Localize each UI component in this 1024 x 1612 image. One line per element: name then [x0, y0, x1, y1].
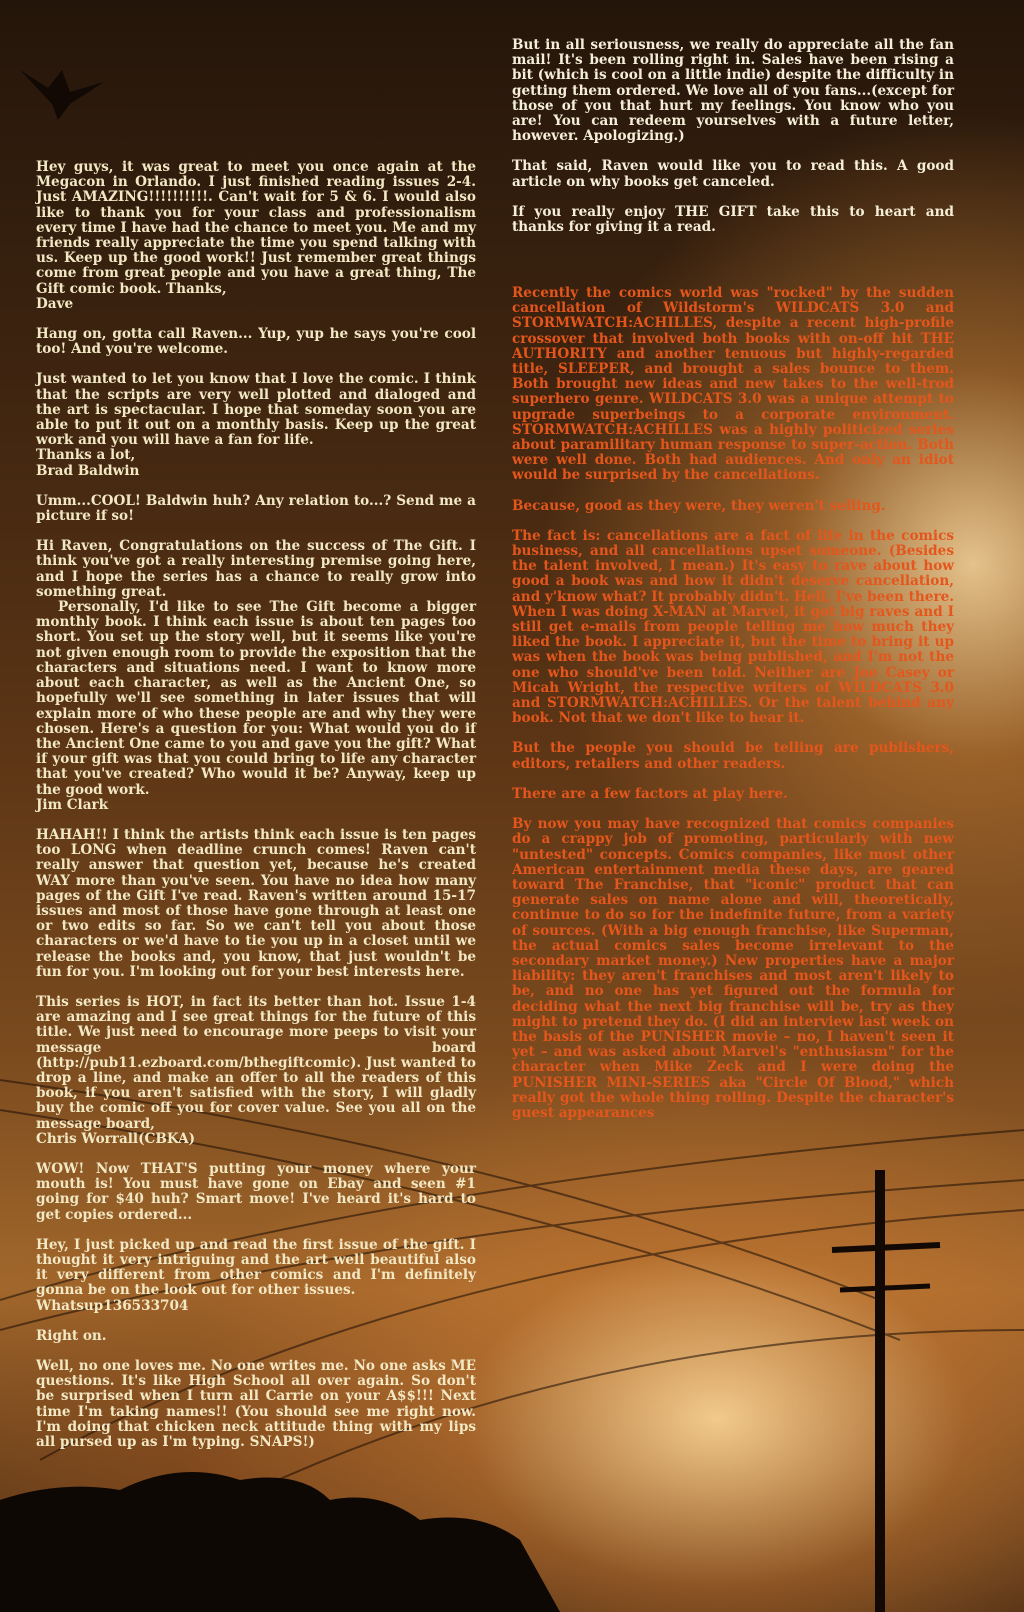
letters-column-left [36, 160, 476, 1465]
editor-note: That said, Raven would like you to read this. A good article on why books get canceled. [512, 158, 954, 190]
reply-text: WOW! Now THAT'S putting your money where your mouth is! You must have gone on Ebay and seen #1 going for $40 huh? Smart move! I've heard it's hard to get copies ordered... [36, 1160, 476, 1223]
signature: Chris Worrall(CBKA) [36, 1130, 196, 1147]
utility-pole [832, 1170, 940, 1612]
letter-text: This series is HOT, in fact its better than hot. Issue 1-4 are amazing and I see great things for the future of this title. We just need to encourage more peeps to visit your message board (http://pub11.ezboard.com/bthegiftcomic). Just wanted to drop a line, and make an offer to all the readers of this book, if you aren't satisfied with the story, I will gladly buy the comic off you for cover value. See you all on the message board, [36, 993, 476, 1132]
letter-text: Hey, I just picked up and read the first issue of the gift. I thought it very intriguing and the art well beautiful also it very different from other comics and I'm definitely gonna be on the look out for other issues. [36, 1236, 476, 1299]
letter-brad [36, 372, 476, 478]
letter-chris [36, 995, 476, 1147]
article-cancellations [512, 286, 954, 1136]
signature: Dave [36, 295, 74, 312]
letters-column-right [512, 38, 954, 250]
letter-jim-continued [36, 600, 476, 813]
letter-text: Hey guys, it was great to meet you once again at the Megacon in Orlando. I just finished reading issues 2-4. Just AMAZING!!!!!!!!!!. Can't wait for 5 & 6. I would also like to thank you for your class and professionalism every time I have had the chance to meet you. Me and my friends really appreciate the time you spend talking with us. Keep up the good work!! Just remember great things come from great people and you have a great thing, The Gift comic book. Thanks, [36, 159, 476, 297]
letter-text: Personally, I'd like to see The Gift become a bigger monthly book. I think each issue is about ten pages too short. You set up the story well, but it seems like you're not given enough room to provide the exposition that the characters and situations need. I want to know more about each character, as well as the Ancient One, so hopefully we'll see something in later issues that will explain more of who these people are and why they were chosen. Here's a question for you: What would you do if the Ancient One came to you and gave you the gift? What if your gift was that you could bring to life any character that you've created? Who would it be? Anyway, keep up the good work. [36, 599, 476, 798]
letter-text: Hi Raven, Congratulations on the success of The Gift. I think you've got a really interesting premise going here, and I hope the series has a chance to really grow into something great. [36, 538, 476, 600]
reply-text: Right on. [36, 1327, 107, 1344]
article-paragraph: The fact is: cancellations are a fact of life in the comics business, and all cancellations upset someone. (Besides the talent involved, I mean.) It's easy to rave about how good a book was and how it didn't deserve cancellation, and y'know what? It probably didn't. Hell, I've been there. When I was doing X-MAN at Marvel, it got big raves and I still get e-mails from people telling me how much they liked the book. I appreciate it, but the time to bring it up was when the book was being published, and I'm not the one who should've been told. Neither are Joe Casey or Micah Wright, the respective writers of WILDCATS 3.0 and STORMWATCH:ACHILLES. Or the talent behind any book. Not that we don't like to hear it. [512, 527, 954, 727]
tree-line [0, 1472, 560, 1612]
reply-text: Umm...COOL! Baldwin huh? Any relation to...? Send me a picture if so! [36, 492, 476, 525]
signature: Jim Clark [36, 796, 109, 813]
reply-text: Hang on, gotta call Raven... Yup, yup he says you're cool too! And you're welcome. [36, 326, 476, 358]
letter-text: Just wanted to let you know that I love the comic. I think that the scripts are very well plotted and dialoged and the art is spectacular. I hope that someday soon you are able to put it out on a monthly basis. Keep up the great work and you will have a fan for life. [36, 371, 476, 449]
letter-jim [36, 539, 476, 600]
article-paragraph: Recently the comics world was "rocked" by the sudden cancellation of Wildstorm's WILDCATS 3.0 and STORMWATCH:ACHILLES, despite a recent high-profile crossover that involved both books with on-off hit THE AUTHORITY and another tenuous but highly-regarded title, SLEEPER, and brought a sales bounce to them. Both brought new ideas and new takes to the well-trod superhero genre. WILDCATS 3.0 was a unique attempt to upgrade superbeings to a corporate environment. STORMWATCH:ACHILLES was a highly politicized series about paramilitary human response to super-action. Both were well done. Both had audiences. And only an idiot would be surprised by the cancellations. [512, 285, 954, 484]
letter-dave [36, 160, 476, 312]
article-paragraph: Because, good as they were, they weren't selling. [512, 497, 886, 514]
signature: Whatsup136533704 [36, 1297, 189, 1314]
article-paragraph: By now you may have recognized that comics companies do a crappy job of promoting, particularly with new "untested" concepts. Comics companies, like most other American entertainment media these days, are geared toward The Franchise, that "iconic" product that can generate sales on name alone and will, theoretically, continue to do so for the indefinite future, from a variety of sources. (With a big enough franchise, like Superman, the actual comics sales become irrelevant to the secondary market money.) New properties have a major liability: they aren't franchises and most aren't likely to be, and no one has yet figured out the formula for deciding what the next big franchise will be, try as they might to pretend they do. (I did an interview last week on the basis of the PUNISHER movie – no, I haven't seen it yet – and was asked about Marvel's "enthusiasm" for the character when Mike Zeck and I were doing the PUNISHER MINI-SERIES aka "Circle Of Blood," which really got the whole thing rolling. Despite the character's guest appearances [512, 816, 954, 1121]
signoff: Thanks a lot, [36, 447, 136, 464]
reply-text: Well, no one loves me. No one writes me. No one asks ME questions. It's like High School all over again. So don't be surprised when I turn all Carrie on your A$$!!! Next time I'm taking names!! (You should see me right now. I'm doing that chicken neck attitude thing with my lips all pursed up as I'm typing. SNAPS!) [36, 1358, 476, 1451]
article-paragraph: But the people you should be telling are publishers, editors, retailers and other readers. [512, 740, 954, 772]
editor-note: If you really enjoy THE GIFT take this to heart and thanks for giving it a read. [512, 203, 954, 236]
reply-text: HAHAH!! I think the artists think each issue is ten pages too LONG when deadline crunch comes! Raven can't really answer that question yet, because he's created WAY more than you've seen. You have no idea how many pages of the Gift I've read. Raven's written around 15-17 issues and most of those have gone through at least one or two edits so far. So we can't tell you about those characters or we'd have to tie you up in a closet until we release the books and, you know, that just wouldn't be fun for you. I'm looking out for your best interests here. [36, 826, 476, 980]
editor-note: But in all seriousness, we really do appreciate all the fan mail! It's been rolling right in. Sales have been rising a bit (which is cool on a little indie) despite the difficulty in getting them ordered. We love all of you fans...(except for those of you that hurt my feelings. You know who you are! You can redeem yourselves with a future letter, however. Apologizing.) [512, 37, 954, 145]
article-paragraph: There are a few factors at play here. [512, 785, 788, 802]
letter-whatsup [36, 1238, 476, 1314]
bird-icon [20, 70, 104, 120]
signature: Brad Baldwin [36, 462, 140, 479]
